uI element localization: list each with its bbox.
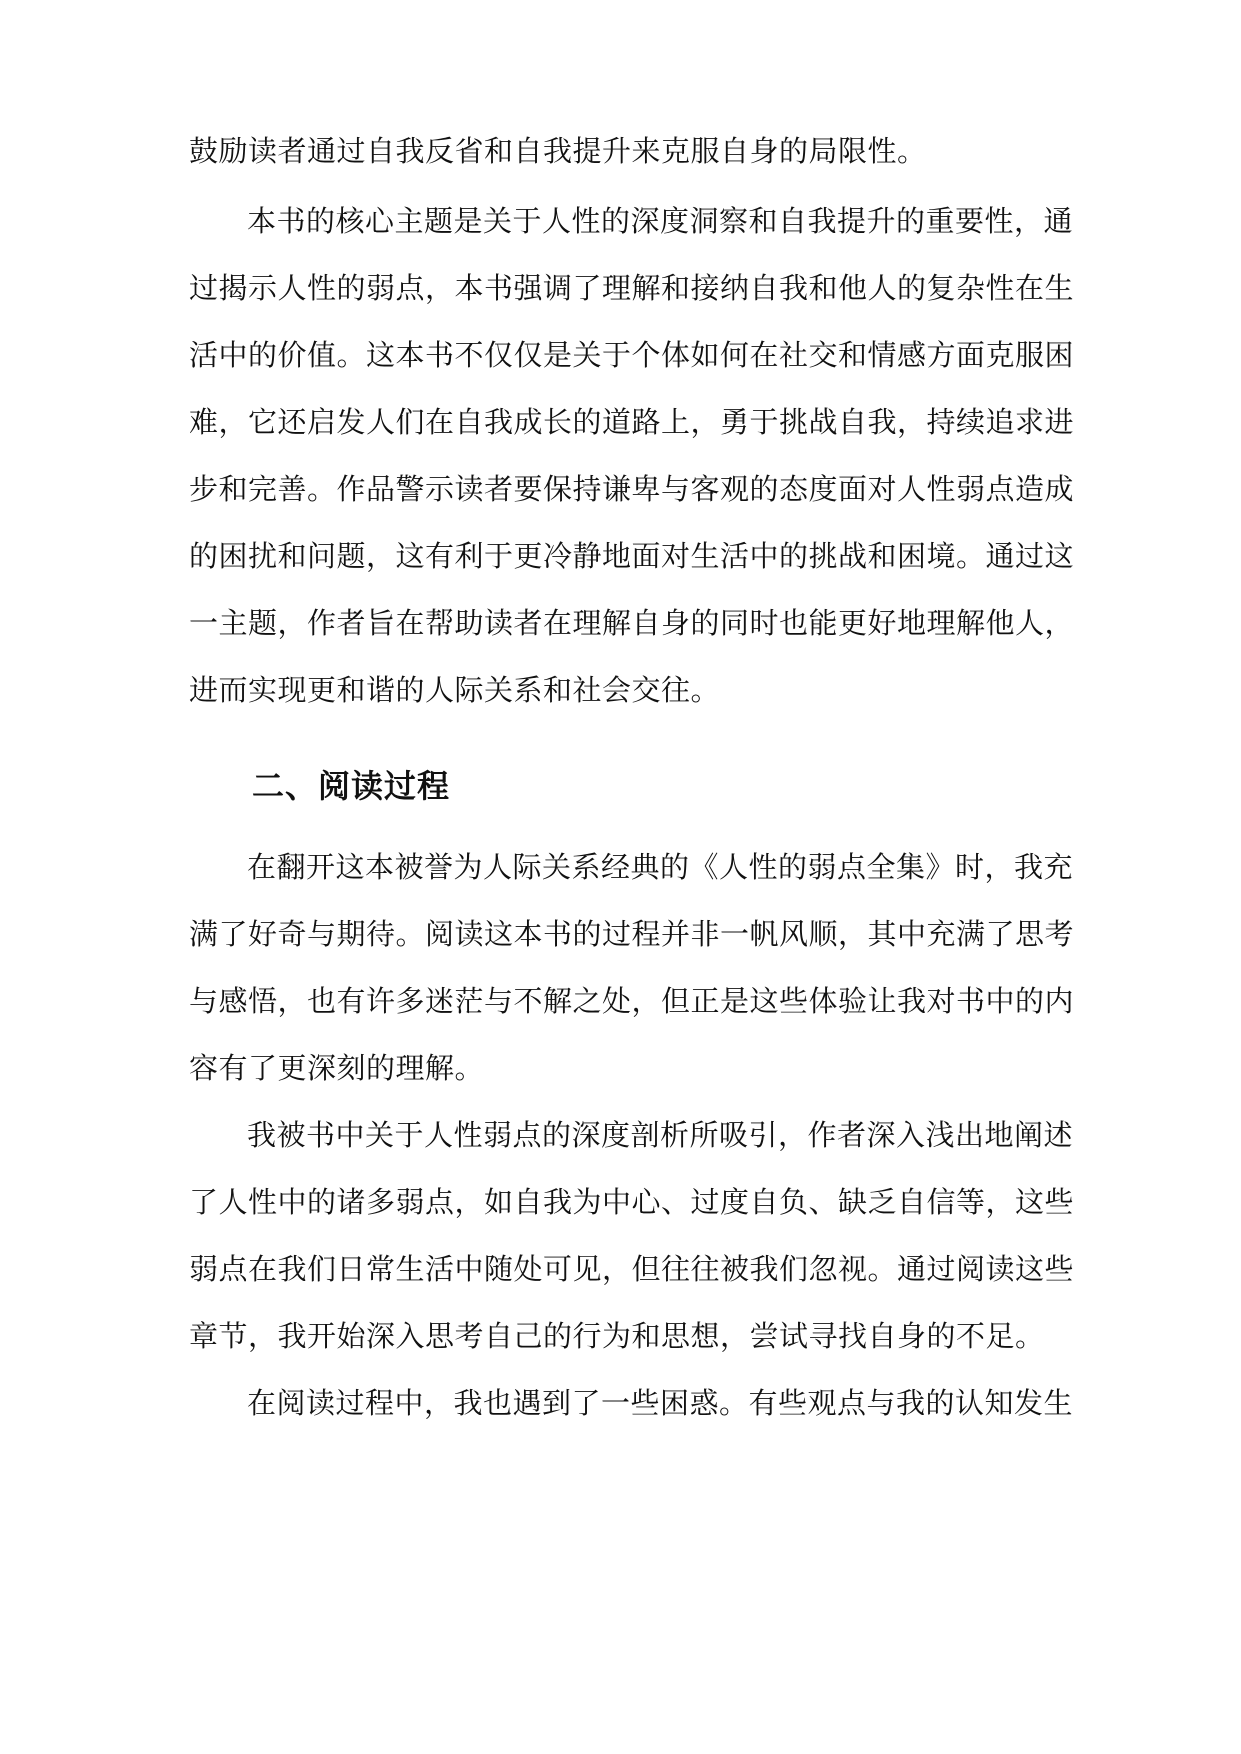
- paragraph-line: 了人性中的诸多弱点，如自我为中心、过度自负、缺乏自信等，这些: [189, 1185, 1075, 1219]
- paragraph-line: 弱点在我们日常生活中随处可见，但往往被我们忽视。通过阅读这些: [189, 1252, 1075, 1286]
- paragraph-line: 活中的价值。这本书不仅仅是关于个体如何在社交和情感方面克服困: [189, 338, 1075, 372]
- paragraph-line: 容有了更深刻的理解。: [189, 1051, 485, 1085]
- paragraph-line: 难，它还启发人们在自我成长的道路上，勇于挑战自我，持续追求进: [189, 405, 1075, 439]
- paragraph-line: 章节，我开始深入思考自己的行为和思想，尝试寻找自身的不足。: [189, 1319, 1045, 1353]
- section-heading: 二、阅读过程: [252, 767, 451, 805]
- paragraph-line: 与感悟，也有许多迷茫与不解之处，但正是这些体验让我对书中的内: [189, 984, 1075, 1018]
- paragraph-line: 在翻开这本被誉为人际关系经典的《人性的弱点全集》时，我充: [247, 850, 1074, 884]
- paragraph-line: 过揭示人性的弱点，本书强调了理解和接纳自我和他人的复杂性在生: [189, 271, 1075, 305]
- paragraph-line: 进而实现更和谐的人际关系和社会交往。: [189, 673, 721, 707]
- paragraph-line: 本书的核心主题是关于人性的深度洞察和自我提升的重要性，通: [247, 204, 1074, 238]
- paragraph-line: 一主题，作者旨在帮助读者在理解自身的同时也能更好地理解他人，: [189, 606, 1075, 640]
- paragraph-line: 我被书中关于人性弱点的深度剖析所吸引，作者深入浅出地阐述: [247, 1118, 1074, 1152]
- paragraph-line: 满了好奇与期待。阅读这本书的过程并非一帆风顺，其中充满了思考: [189, 917, 1075, 951]
- paragraph-line: 鼓励读者通过自我反省和自我提升来克服自身的局限性。: [189, 134, 927, 168]
- paragraph-line: 步和完善。作品警示读者要保持谦卑与客观的态度面对人性弱点造成: [189, 472, 1075, 506]
- paragraph-line: 在阅读过程中，我也遇到了一些困惑。有些观点与我的认知发生: [247, 1386, 1074, 1420]
- paragraph-line: 的困扰和问题，这有利于更冷静地面对生活中的挑战和困境。通过这: [189, 539, 1075, 573]
